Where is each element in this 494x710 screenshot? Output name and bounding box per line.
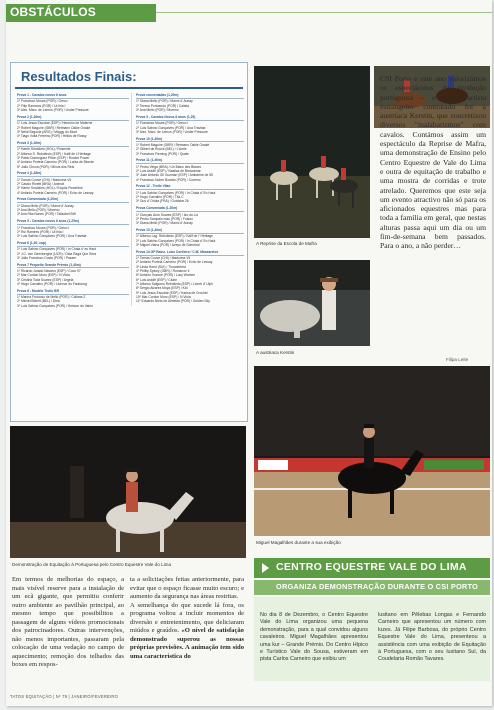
article-col2-part-b: A semelhança do que sucede lá fora, os programa voltou a incluir momentos de diversão e entretenimento, que deliciaram miúdos e graúdos. bbox=[130, 601, 244, 634]
result-line: 1º Diana Mello (POR) / Manni d' Aunay bbox=[136, 99, 193, 104]
caption-dressage: Demonstração de Equitação à Portuguesa pelo Centro Equestre Vale do Lima bbox=[12, 562, 172, 567]
result-event-title: Prova 13 (1,40m) bbox=[136, 228, 244, 234]
lima-box-subheader bbox=[254, 580, 490, 595]
result-event bbox=[17, 289, 129, 308]
caption-magalhaes: Miguel Magalhães durante a sua exibição bbox=[256, 540, 341, 545]
article-column-1: Em termos de melhorias do espaço, a mais visível reserve para a instalação de um ecã gigante, que permitiu conferir outro ambiente ao pavilhão principal, ao mesmo tempo que possibilitou a passagem de alguns vídeos promocionais dos patrocinadores. Outras intervenções, não menos importantes, passaram pela colocação de uma vedação no campo de aquecimento; remoção dos telhados das boxes em respos- bbox=[12, 576, 124, 668]
result-event bbox=[17, 171, 129, 195]
article-col2-quote: «O nível de satisfação demonstrado superou as nossas próprias previsões. A animação tem sido uma característica do bbox=[130, 627, 244, 660]
result-line: 2º Gilbert de Roock (BEL) / L'Amie bbox=[136, 147, 187, 152]
lima-column-2: lusitano em Pêlebas Longas e Fernando Carneiro que apresentou um número com luzes. Já Filipe Barbosa, do próprio Centro Equestre Vale do Lima, presenteou a assistência com uma exibição de Equitação à Portuguesa, com o seu lusitano Sul, da Coudelaria Romão Tavares. bbox=[378, 612, 486, 663]
result-line: 1º Tomas Couve (CHI) / Madonna VII bbox=[17, 177, 72, 182]
result-event bbox=[136, 184, 244, 203]
author-signature: Filipa Leite bbox=[446, 357, 469, 362]
result-event-title: Prova 5 - Cavalos novos 6 anos (1,25m) bbox=[17, 219, 129, 225]
magazine-page bbox=[6, 0, 492, 706]
result-line: 2º Cassio Rivetti (BRA) / Animàt bbox=[17, 181, 64, 186]
result-line: 2º António Portela Carneiro (POR) / Echo de Lessay bbox=[136, 260, 213, 265]
result-line: 2º Mar Cordon Muro (ESP) / N Viola bbox=[17, 273, 70, 278]
results-column-right bbox=[131, 93, 244, 306]
photo-mafra-reprise bbox=[254, 66, 370, 238]
result-event-title: Prova 6 (1,30, cap) bbox=[17, 241, 129, 247]
result-line: 1º Ricardo Jurado Navarro (ESP) / Coco 97 bbox=[17, 269, 81, 274]
results-title: Resultados Finais: bbox=[21, 69, 137, 84]
result-line: 2º Rui Ramires (POR) / Ur.Ihia I bbox=[17, 229, 64, 234]
result-event bbox=[136, 115, 244, 134]
csi-paragraph bbox=[380, 74, 486, 251]
result-event bbox=[17, 241, 129, 260]
result-line: 3º Francisco Fleming (POR) / Quate bbox=[136, 151, 189, 156]
result-line: 3º Gus d' Oriola (FRA) / Goldstar 26 bbox=[136, 199, 189, 204]
result-event bbox=[136, 228, 244, 247]
result-event-title: Prova 4 (1,45m) bbox=[17, 171, 129, 177]
result-line: 1º Luís Sabino Gonçalves (POR) / In Chala d' es Haut bbox=[17, 247, 96, 252]
result-line: 4º Francisco Nobre Boarão (POR) / Curreno bbox=[136, 177, 201, 182]
result-line: 2º Luís Sabino Gonçalves (POR) / In Chala d' En Haut bbox=[136, 238, 216, 243]
result-line: 11º Eduardo Nieto de Almeida (POR) / Golden Sky bbox=[136, 299, 210, 304]
result-line: 2º Hugo Carvalho (POR) / Tlla C bbox=[136, 195, 184, 200]
lima-box-header bbox=[254, 558, 490, 578]
result-line: 9º Luís Jesus Escobar (ESP) / Karisa de Crochet bbox=[136, 290, 208, 295]
result-event bbox=[17, 197, 129, 216]
csi-closing: Para o ano, a não perder… bbox=[380, 241, 461, 251]
result-line: 2º J.C. van Geenberghe (UCR) / Osta Raga Que Sera bbox=[17, 251, 97, 256]
result-event bbox=[17, 93, 129, 112]
triangle-arrow-icon bbox=[262, 563, 269, 573]
result-event bbox=[17, 115, 129, 139]
result-line: 1º Robert Maguire (GBR) / Retmann Oakle Onaké bbox=[136, 143, 210, 148]
photo-dressage-demonstration bbox=[10, 426, 246, 558]
result-line: 1º Marina Frutuoso de Mello (POR) / Coliana Z bbox=[17, 295, 86, 300]
result-line: 3º João Francisco Costa (POR) / Pazam bbox=[17, 255, 77, 260]
result-line: 1º Alfonso Lag. Rebolledo (ESP) / Kalif de l' Héritage bbox=[136, 234, 213, 239]
result-line: 1º Diana Mello (POR) / Manni d' Aunay bbox=[17, 203, 74, 208]
result-line: 2º Teresa Portuendo (POR) / Calista bbox=[136, 103, 190, 108]
result-event-title: Prova 9 - Cavalos Novos 6 anos (1,25) bbox=[136, 115, 244, 121]
result-line: 8º Sérgio Alvarez Moya (ESP) / Kid bbox=[136, 286, 188, 291]
article-column-2 bbox=[130, 576, 244, 661]
result-line: 1º Tomas Couve (CHI) / Madonna VII bbox=[136, 256, 191, 261]
result-event-title: Prova 14 GP Rainz. Lobo Cordeiro / C.M. Massarelos bbox=[136, 250, 244, 256]
result-line: 2º Luís Astolfi (ESP) / Nastica de Brescamar bbox=[136, 169, 201, 174]
result-event-title: Prova 12 - Trollo Vilao bbox=[136, 184, 244, 190]
result-event-title: Prova 7 Pequeño Grande Prémio (1,40m) bbox=[17, 263, 129, 269]
photo-kerstin bbox=[254, 260, 370, 346]
result-line: 3º Ana Mello (POR) / Moreno bbox=[136, 108, 179, 113]
result-event-title: Prova 3 (1,40m) bbox=[17, 141, 129, 147]
result-line: 1º Harrie Smolders (HOL) / Rosemie bbox=[17, 147, 71, 152]
photo-miguel-magalhaes bbox=[254, 366, 490, 536]
result-event-title: Prova 10 (1,30m) bbox=[136, 137, 244, 143]
article-col2-part-a: ta a solicitações feitas anteriormente, para evitar que o espaço ficasse muito escuro; e aumento da segurança nas áreas restritas. bbox=[130, 576, 244, 600]
header-rule bbox=[156, 12, 492, 13]
result-event bbox=[136, 158, 244, 182]
result-line: 4º Phillip Spivey (GBR) / Romanov II bbox=[136, 269, 190, 274]
result-event-title: Prova 11 (1,40m) bbox=[136, 158, 244, 164]
result-event-title: Prova 8 - Modelo Trollo BR bbox=[17, 289, 129, 295]
result-line: 2º Alfonso S. Rebolledo (ESP) / Kalif de L'Héritage bbox=[17, 151, 91, 156]
caption-kerstin: A austriaca Kerstin bbox=[256, 350, 295, 355]
result-line: 1º Gonçalo Aron Soares (ESP) / Iso du Loi bbox=[136, 212, 199, 217]
result-line: 2º Filip Rammos (POR) / Ur.Ihia I bbox=[17, 103, 66, 108]
section-header bbox=[6, 4, 156, 22]
result-line: 1º Luís Jesus Escobar (ESP) / Hermino de Materne bbox=[17, 121, 93, 126]
result-line: 6º Luís Astolfi (ESP) / Ciube bbox=[136, 277, 177, 282]
results-panel bbox=[10, 62, 248, 422]
result-event bbox=[136, 93, 244, 112]
result-event-title: Prova 1 - Cavalos novos 6 anos bbox=[17, 93, 129, 99]
lima-box-title: CENTRO EQUESTRE VALE DO LIMA bbox=[276, 561, 467, 573]
result-line: 1º Francisco Moura (POR) / Greco bbox=[17, 99, 68, 104]
result-line: 3º Luís Sabino Gonçalves (POR) / Horizon du Valon bbox=[17, 303, 93, 308]
csi-text: CSI Porto e este ano valorizámos os espectáculos de produção portuguesa – o único artista estrangeiro contratado foi a austríaca Kerstin, que concretizou diversos "malabarismos" com cavalos. Contámos assim um espectáculo da Reprise de Mafra, uma demonstração de Ensino pelo Centro Equestre de Vale do Lima e outra de equitação de trabalho e uma mostra de corridas e trote atrelado. Queremos que este seja um evento atractivo não só para os aficionados equestres mas para toda a família em geral, que nestas alturas passa aqui um dia ou um fim-de-semana bem passados. bbox=[380, 74, 486, 242]
result-line: 3º Diana Mello (POR) / Manni d' Aunay bbox=[136, 221, 193, 226]
results-column-left bbox=[17, 93, 129, 310]
result-line: 3º Linda Heed (SUI) / Thunderbird bbox=[136, 264, 186, 269]
result-line: 4º António Portela Carneiro (POR) / Lorka de Blonde bbox=[17, 160, 94, 165]
result-line: 3º Neldi Segovia (ARG) / Maggy du Mont bbox=[17, 129, 78, 134]
result-line: 3º Pablo Dominguez Piñon (ESP) / Rocket Power bbox=[17, 155, 90, 160]
result-line: 10º Mar Cordon Muro (ESP) / N Viola bbox=[136, 294, 191, 299]
result-line: 7º Alfonso Salguero Rebolledo (ESP) / Lionel d' Ulph bbox=[136, 281, 213, 286]
result-line: 5º João Chuva (POR) / Minus dos Reis bbox=[17, 164, 75, 169]
result-line: 3º Luís Sabino Gonçalves (POR) / Una Travista bbox=[17, 234, 87, 239]
lima-box-subtitle: ORGANIZA DEMONSTRAÇÃO DURANTE O CSI PORTO bbox=[276, 582, 479, 591]
result-line: 1º Francisco Moura (POR) / Greco I bbox=[17, 225, 70, 230]
result-line: 4º António Portela Carneiro (POR) / Echo de Lessay bbox=[17, 190, 94, 195]
result-event bbox=[136, 137, 244, 156]
result-line: 2º Robert Maguire (GBR) / Retmann Oakle Onaké bbox=[17, 125, 91, 130]
caption-mafra: A Reprise da Escola de Mafra bbox=[256, 241, 317, 246]
result-line: 2º Pedro Sampaio mau (POR) / Fusion bbox=[136, 216, 193, 221]
result-event bbox=[17, 263, 129, 287]
result-line: 3º Alex. Marc. de Lemos (POR) / Under Pressure bbox=[17, 108, 89, 113]
result-line: 1º Francisco Moura (POR) / Greco I bbox=[136, 121, 189, 126]
section-title: OBSTÁCULOS bbox=[10, 5, 96, 19]
result-line: 2º Michel Bideirt (BEL) / Dina bbox=[17, 299, 60, 304]
result-line: 3º Juan Antonio Gil Guzman (ESP) / Ambarine de 55 bbox=[136, 173, 213, 178]
result-line: 5º António Vozone (POR) / Lucy Women bbox=[136, 273, 196, 278]
result-event bbox=[17, 219, 129, 238]
result-event bbox=[17, 141, 129, 169]
result-event-title: Prova conveniadas (1,20m) bbox=[136, 93, 244, 99]
result-line: 1º Pedro Veiga (BRA) / Un Blanc des Blancs bbox=[136, 164, 201, 169]
result-event bbox=[136, 250, 244, 304]
results-title-rule bbox=[15, 87, 243, 89]
result-event-title: Prova 2 (1,30m) bbox=[17, 115, 129, 121]
result-line: 3º Alex. Marc. de Lemos (POR) / Under Pressure bbox=[136, 129, 208, 134]
result-line: 4º Tiago Volta Ferreira (POR) / Hélios de Rossy bbox=[17, 134, 87, 139]
result-event-title: Prova Conveniada (1,20m) bbox=[17, 197, 129, 203]
result-line: 4º Hugo Carvalho (POR) / Licence du Faubourg bbox=[17, 281, 87, 286]
result-line: 2º Ana Mello (POR) / Moreno bbox=[17, 208, 60, 213]
result-event-title: Prova Conveniada (1,20m) bbox=[136, 206, 244, 212]
result-line: 3º Cristina Toda Suarez (ESP) / Argeia bbox=[17, 277, 74, 282]
result-line: 3º Miguel Viana (POR) / Aveyo de Sobreiral bbox=[136, 242, 200, 247]
result-event bbox=[136, 206, 244, 225]
result-line: 2º Luís Sabino Gonçalves (POR) / Una Travista bbox=[136, 125, 206, 130]
result-line: 3º Ana Rita Nunes (POR) / Talisobel BW bbox=[17, 212, 76, 217]
lima-column-1: No dia 8 de Dezembro, o Centro Equestre Vale do Lima organizou uma pequena demonstração, para a qual convidou alguns cavaleiros. Miguel Magalhães apresentou uma kur – Grande Prémio. Do Centro Hípico e Turístico Vale do Sousa, estiveram em pista Carlos Carneiro que exibiu um bbox=[260, 612, 368, 663]
result-line: 3º Harrie Smolders (HOL) / Exquis Powerline bbox=[17, 186, 83, 191]
page-footer: TATOS EQUITAÇÃO | Nº 79 | JANEIRO/FEVEREIRO bbox=[10, 694, 119, 699]
result-line: 1º Luís Sabino Gonçalves (POR) / In Chala d' En Haut bbox=[136, 190, 216, 195]
